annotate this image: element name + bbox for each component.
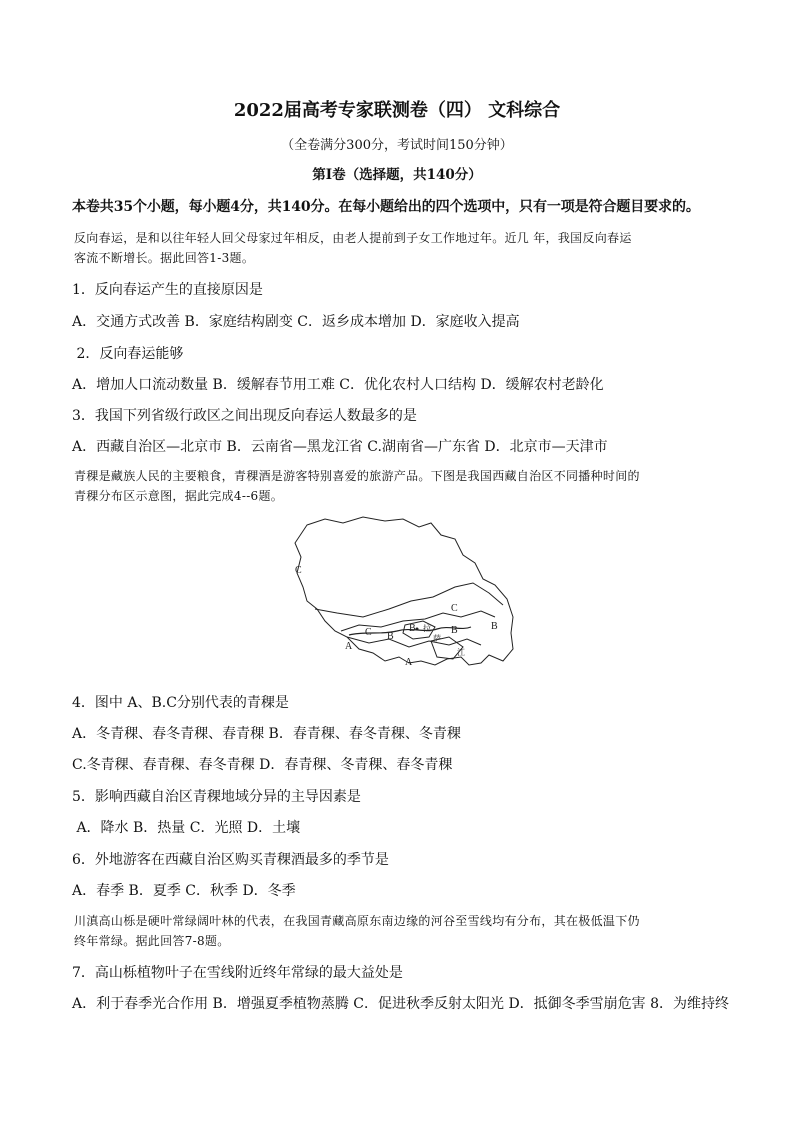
map-label-jiang: 江 xyxy=(457,648,465,657)
section-heading: 第I卷（选择题，共140分） xyxy=(312,167,482,183)
passage-1-line-1: 反向春运，是和以往年轻人回父母家过年相反，由老人提前到子女工作地过年。近几 年，我国反向春运 xyxy=(74,231,632,245)
passage-3 xyxy=(74,911,724,951)
question-3-stem: 3．我国下列省级行政区之间出现反向春运人数最多的是 xyxy=(72,408,417,424)
exam-info: （全卷满分300分，考试时间150分钟） xyxy=(281,138,513,153)
lhasa-dot xyxy=(416,628,419,631)
question-2-options: A．增加人口流动数量 B．缓解春节用工难 C．优化农村人口结构 D．缓解农村老龄化 xyxy=(72,377,604,393)
question-5-stem: 5．影响西藏自治区青稞地域分异的主导因素是 xyxy=(72,789,361,805)
map-label-a-sw: A xyxy=(345,641,353,652)
question-4-stem: 4．图中 A、B.C分别代表的青稞是 xyxy=(72,695,289,711)
map-label-a-south: A xyxy=(405,657,413,668)
passage-2-line-2: 青稞分布区示意图，据此完成4--6题。 xyxy=(74,489,284,503)
question-1-options: A．交通方式改善 B．家庭结构剧变 C．返乡成本增加 D．家庭收入提高 xyxy=(72,314,520,330)
page-title: 2022届高考专家联测卷（四） 文科综合 xyxy=(233,100,561,121)
passage-2-line-1: 青稞是藏族人民的主要粮食，青稞酒是游客特别喜爱的旅游产品。下图是我国西藏自治区不同播种时间的 xyxy=(74,469,640,483)
question-1-stem: 1．反向春运产生的直接原因是 xyxy=(72,282,263,298)
instructions: 本卷共35个小题，每小题4分，共140分。在每小题给出的四个选项中，只有一项是符合题目要求的。 xyxy=(72,199,700,215)
question-6-options: A．春季 B．夏季 C．秋季 D．冬季 xyxy=(72,883,296,899)
map-label-c-east: C xyxy=(451,603,458,614)
tibet-outline xyxy=(295,517,513,665)
passage-2 xyxy=(74,466,724,506)
passage-1-line-2: 客流不断增长。据此回答1-3题。 xyxy=(74,251,255,265)
question-6-stem: 6．外地游客在西藏自治区购买青稞酒最多的季节是 xyxy=(72,852,389,868)
question-4-options-ab: A．冬青稞、春冬青稞、春青稞 B．春青稞、春冬青稞、冬青稞 xyxy=(72,726,461,742)
tibet-barley-map xyxy=(285,513,517,673)
question-5-options: A．降水 B．热量 C．光照 D．土壤 xyxy=(72,820,301,836)
map-label-b-center-2: B xyxy=(451,625,458,636)
question-3-options: A．西藏自治区—北京市 B．云南省—黑龙江省 C.湖南省—广东省 D．北京市—天津市 xyxy=(72,439,608,455)
question-2-stem: 2．反向春运能够 xyxy=(72,346,184,362)
map-label-b-center: B xyxy=(409,623,416,634)
question-7-stem: 7．高山栎植物叶子在雪线附近终年常绿的最大益处是 xyxy=(72,965,403,981)
question-7-options: A．利于春季光合作用 B．增强夏季植物蒸腾 C．促进秋季反射太阳光 D．抵御冬季雪崩危害 8．为维持终 xyxy=(72,996,730,1012)
passage-3-line-2: 终年常绿。据此回答7-8题。 xyxy=(74,934,230,948)
map-label-b-east: B xyxy=(491,621,498,632)
map-label-c-south: C xyxy=(365,627,372,638)
passage-3-line-1: 川滇高山栎是硬叶常绿阔叶林的代表，在我国青藏高原东南边缘的河谷至雪线均有分布，其在极低温下仍 xyxy=(74,914,640,928)
passage-1 xyxy=(74,228,724,268)
map-label-b-mid: B xyxy=(387,631,394,642)
map-label-c-west: C xyxy=(295,565,302,576)
map-label-sa: 萨 xyxy=(433,634,441,643)
question-4-options-cd: C.冬青稞、春青稞、春冬青稞 D．春青稞、冬青稞、春冬青稞 xyxy=(72,757,453,773)
zone-boundary-c xyxy=(315,583,503,617)
map-label-lhasa: 拉 xyxy=(423,624,431,633)
